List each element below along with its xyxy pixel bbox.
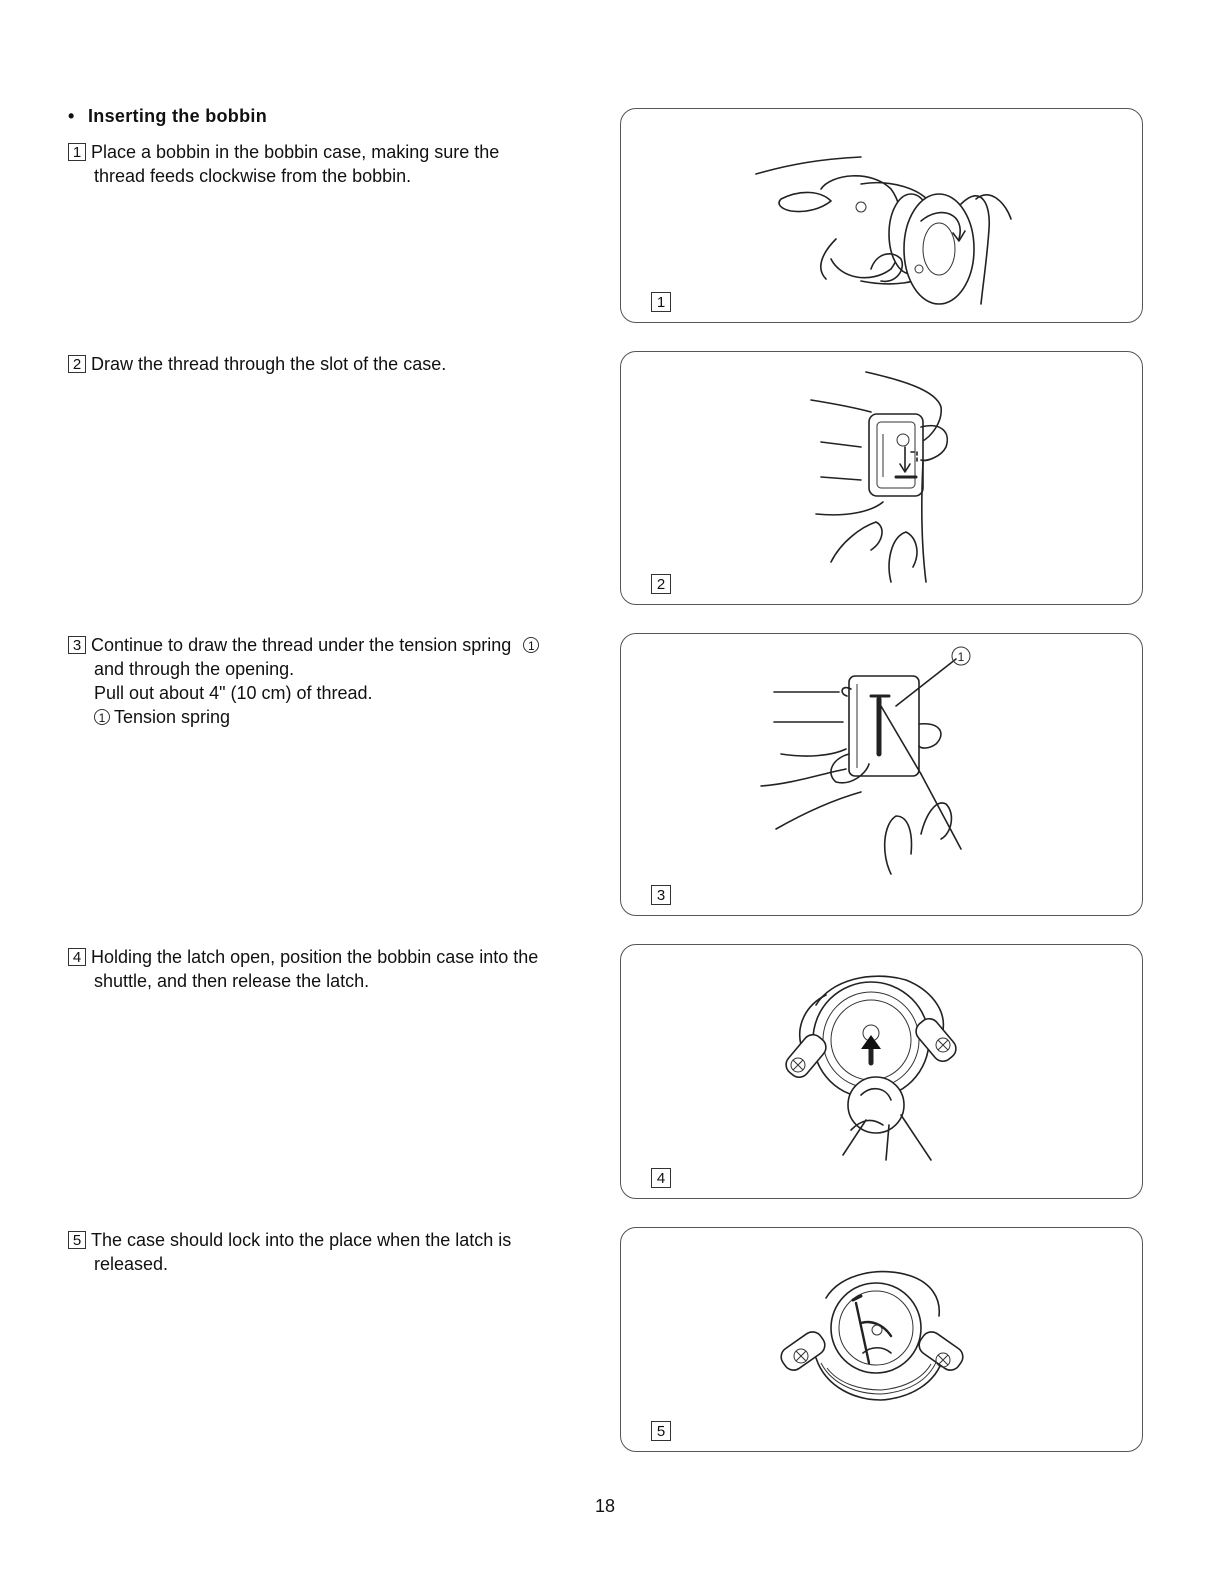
section-heading <box>68 106 267 127</box>
step-2 <box>68 352 608 376</box>
step-number: 5 <box>68 1231 86 1249</box>
figure-label: 2 <box>651 574 671 594</box>
callout-marker: 1 <box>523 637 539 653</box>
step-text: The case should lock into the place when the latch is <box>91 1230 512 1250</box>
step-text: Holding the latch open, position the bobbin case into the <box>91 947 539 967</box>
figure-label: 5 <box>651 1421 671 1441</box>
callout-number: 1 <box>957 650 965 664</box>
step-5 <box>68 1228 608 1276</box>
bobbin-in-case-illustration <box>621 109 1144 324</box>
figure-1-panel <box>620 108 1143 323</box>
callout-marker: 1 <box>94 709 110 725</box>
section-title: Inserting the bobbin <box>88 106 267 126</box>
step-text: shuttle, and then release the latch. <box>94 971 370 991</box>
step-number: 1 <box>68 143 86 161</box>
bullet: • <box>68 106 75 126</box>
step-text: Pull out about 4" (10 cm) of thread. <box>94 683 373 703</box>
step-text: released. <box>94 1254 169 1274</box>
step-text: and through the opening. <box>94 659 295 679</box>
step-text: thread feeds clockwise from the bobbin. <box>94 166 412 186</box>
figure-4-panel <box>620 944 1143 1199</box>
step-text: Continue to draw the thread under the tension spring <box>91 635 512 655</box>
figure-label: 1 <box>651 292 671 312</box>
step-1 <box>68 140 608 188</box>
figure-label: 3 <box>651 885 671 905</box>
step-4 <box>68 945 608 993</box>
figure-2-panel <box>620 351 1143 605</box>
figure-3-panel <box>620 633 1143 916</box>
step-number: 4 <box>68 948 86 966</box>
figure-5-panel <box>620 1227 1143 1452</box>
step-number: 2 <box>68 355 86 373</box>
step-text: Tension spring <box>114 707 231 727</box>
thread-through-slot-illustration <box>621 352 1144 606</box>
figure-label: 4 <box>651 1168 671 1188</box>
step-text: Draw the thread through the slot of the case. <box>91 354 447 374</box>
step-text: Place a bobbin in the bobbin case, making sure the <box>91 142 500 162</box>
case-into-shuttle-illustration <box>621 945 1144 1200</box>
tension-spring-illustration <box>621 634 1144 917</box>
case-locked-illustration <box>621 1228 1144 1453</box>
page-number: 18 <box>594 1496 616 1516</box>
step-number: 3 <box>68 636 86 654</box>
step-3 <box>68 633 608 729</box>
